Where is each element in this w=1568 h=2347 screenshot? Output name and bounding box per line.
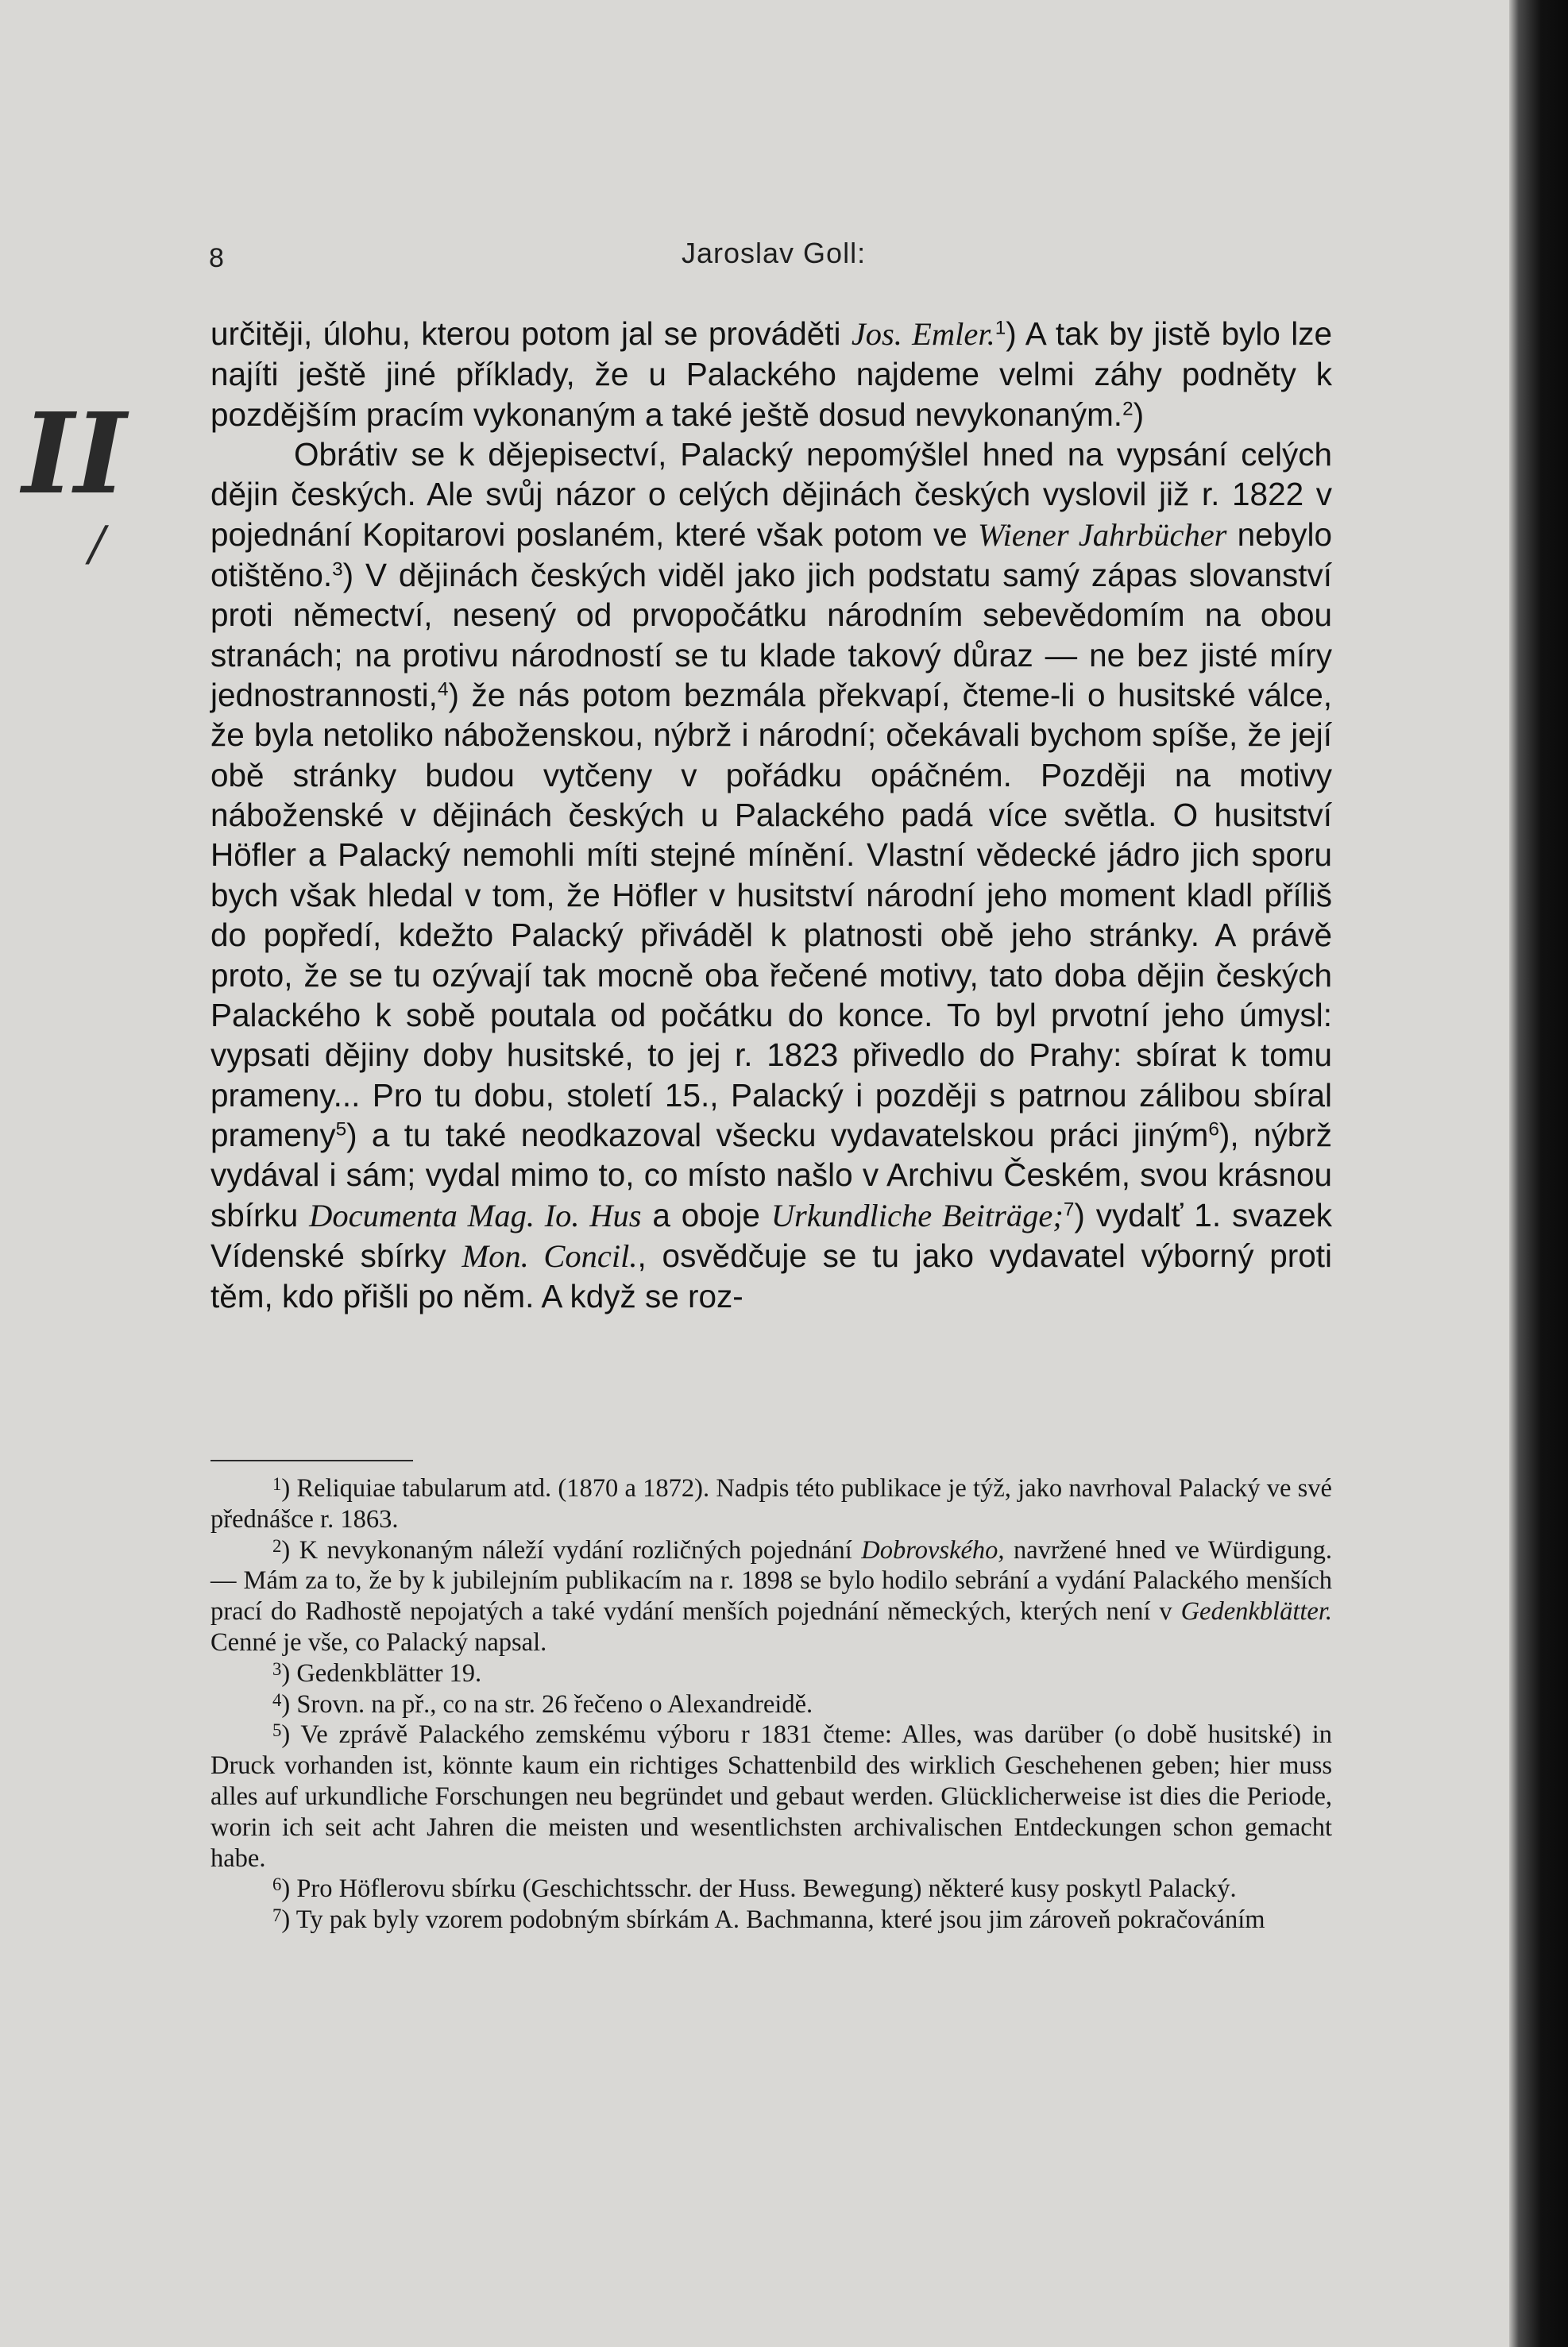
text-run: ) Ty pak byly vzorem podobným sbírkám A. Bachmanna, které jsou jim zároveň pokračováním bbox=[281, 1905, 1265, 1935]
text-run: , osvědčuje se tu jako vydavatel výborný proti těm, kdo přišli po něm. A když se roz- bbox=[210, 1237, 1332, 1315]
page-number: 8 bbox=[209, 243, 224, 273]
text-run: ) vydalť 1. svazek Vídenské sbírky bbox=[210, 1196, 1332, 1274]
footnote-number: 7 bbox=[272, 1905, 282, 1926]
text-run: ) A tak by jistě bylo lze najíti ještě jiné příklady, že u Palackého najdeme velmi záhy podněty k pozdějším pracím vykonaným a také ještě dosud nevykonaným. bbox=[210, 315, 1332, 433]
text-run: ) Ve zprávě Palackého zemskému výboru r 1831 čteme: Alles, was darüber (o době husitské) in Druck vorhanden ist, könnte kaum ein richtiges Schattenbild des wirklich Geschehenen geben; hier muss alles auf urkundliche Forschungen neu begründet und gebaut werden. Glücklicherweise ist dies die Periode, worin ich seit acht Jahren die meisten und wesentlichsten archivalischen Entdeckungen schon gemacht habe. bbox=[210, 1720, 1332, 1873]
italic-text: Mon. Concil. bbox=[462, 1237, 638, 1274]
footnote bbox=[210, 1473, 1332, 1535]
footnote bbox=[210, 1535, 1332, 1658]
text-run: ) Srovn. na př., co na str. 26 řečeno o Alexandreidě. bbox=[281, 1689, 813, 1719]
text-run: navržené hned ve Würdigung. — Mám za to, že by k jubilejním publikacím na r. 1898 se bylo hodilo sebrání a vydání Palackého menších prací do Radhostě nepojatých a také vydání menších pojednání německých, kterých není v bbox=[210, 1535, 1332, 1627]
italic-text: Wiener Jahrbücher bbox=[977, 516, 1227, 553]
footnote bbox=[210, 1689, 1332, 1720]
italic-text: Urkundliche Beiträge; bbox=[770, 1197, 1064, 1233]
italic-text: Jos. Emler. bbox=[851, 316, 995, 352]
footnote bbox=[210, 1905, 1332, 1936]
text-run: určitěji, úlohu, kterou potom jal se prováděti bbox=[210, 315, 852, 352]
main-text bbox=[210, 314, 1332, 1317]
text-run: ), nýbrž vydával i sám; vydal mimo to, co místo našlo v Archivu Českém, svou krásnou sbírku bbox=[210, 1116, 1332, 1233]
footnotes bbox=[210, 1473, 1332, 1936]
footnote-reference: 2 bbox=[1122, 398, 1134, 420]
paragraph bbox=[210, 314, 1332, 434]
footnote-number: 4 bbox=[272, 1689, 282, 1710]
text-run: nebylo otištěno. bbox=[210, 515, 1332, 594]
running-head: Jaroslav Goll: bbox=[682, 237, 867, 269]
footnote-reference: 7 bbox=[1063, 1199, 1075, 1221]
margin-annotation-roman-numeral: II bbox=[22, 389, 126, 519]
italic-text: Dobrovského, bbox=[861, 1535, 1005, 1565]
footnote-reference: 1 bbox=[994, 317, 1006, 339]
margin-annotation-tick: / bbox=[89, 516, 106, 572]
page-header bbox=[0, 237, 1509, 276]
text-run: ) že nás potom bezmála překvapí, čteme-li o husitské válce, že byla netoliko náboženskou, nýbrž i národní; očekávali bychom spíše, že její obě stránky budou vytčeny v pořádku opáčném. Později na motivy náboženské v dějinách českých u Palackého padá více světla. O husitství Höfler a Palacký nemohli míti stejné mínění. Vlastní vědecké jádro jich sporu bych však hledal v tom, že Höfler v husitství národní jeho moment kladl příliš do popředí, kdežto Palacký přiváděl k platnosti obě jeho stránky. A právě proto, že se tu ozývají tak mocně oba řečené motivy, tato doba dějin českých Palackého k sobě poutala od počátku do konce. To byl prvotní jeho úmysl: vypsati dějiny doby husitské, to jej r. 1823 přivedlo do Prahy: sbírat k tomu prameny... Pro tu dobu, století 15., Palacký i později s patrnou zálibou sbíral prameny bbox=[210, 677, 1332, 1153]
text-run: a oboje bbox=[641, 1196, 771, 1233]
text-run: Obrátiv se k dějepisectví, Palacký nepomýšlel hned na vypsání celých dějin českých. Ale svůj názor o celých dějinách českých vyslovil již r. 1822 v pojednání Kopitarovi poslaném, které však potom ve bbox=[210, 436, 1332, 553]
text-run: ) Reliquiae tabularum atd. (1870 a 1872). Nadpis této publikace je týž, jako navrhoval Palacký ve své přednášce r. 1863. bbox=[210, 1474, 1332, 1534]
footnote-reference: 6 bbox=[1208, 1118, 1219, 1141]
footnote-number: 2 bbox=[272, 1535, 282, 1556]
text-run: ) V dějinách českých viděl jako jich podstatu samý zápas slovanství proti němectví, nesený od prvopočátku národním sebevědomím na obou stranách; na protivu národností se tu klade takový důraz — ne bez jisté míry jednostrannosti, bbox=[210, 557, 1332, 714]
page-edge-shadow bbox=[1509, 0, 1568, 2347]
footnote-number: 6 bbox=[272, 1874, 282, 1895]
footnote bbox=[210, 1874, 1332, 1905]
text-run: ) Gedenkblätter 19. bbox=[281, 1658, 482, 1688]
italic-text: Gedenkblätter. bbox=[1180, 1597, 1332, 1627]
text-run: ) Pro Höflerovu sbírku (Geschichtsschr. der Huss. Bewegung) některé kusy poskytl Palacký. bbox=[281, 1874, 1237, 1904]
footnote-reference: 4 bbox=[437, 678, 449, 701]
paragraph bbox=[210, 434, 1332, 1317]
text-run: Cenné je vše, co Palacký napsal. bbox=[210, 1627, 547, 1657]
text-run: ) bbox=[1133, 396, 1145, 433]
footnote-reference: 3 bbox=[332, 558, 343, 581]
footnote-rule bbox=[210, 1460, 413, 1461]
footnote-number: 3 bbox=[272, 1658, 282, 1679]
footnote-number: 5 bbox=[272, 1720, 282, 1741]
text-run: ) K nevykonaným náleží vydání rozličných pojednání bbox=[281, 1535, 862, 1565]
italic-text: Documenta Mag. Io. Hus bbox=[309, 1197, 642, 1233]
footnote-number: 1 bbox=[272, 1474, 282, 1495]
footnote bbox=[210, 1720, 1332, 1874]
footnote bbox=[210, 1658, 1332, 1689]
footnote-reference: 5 bbox=[335, 1118, 347, 1141]
text-run: ) a tu také neodkazoval všecku vydavatelskou práci jiným bbox=[346, 1116, 1209, 1153]
